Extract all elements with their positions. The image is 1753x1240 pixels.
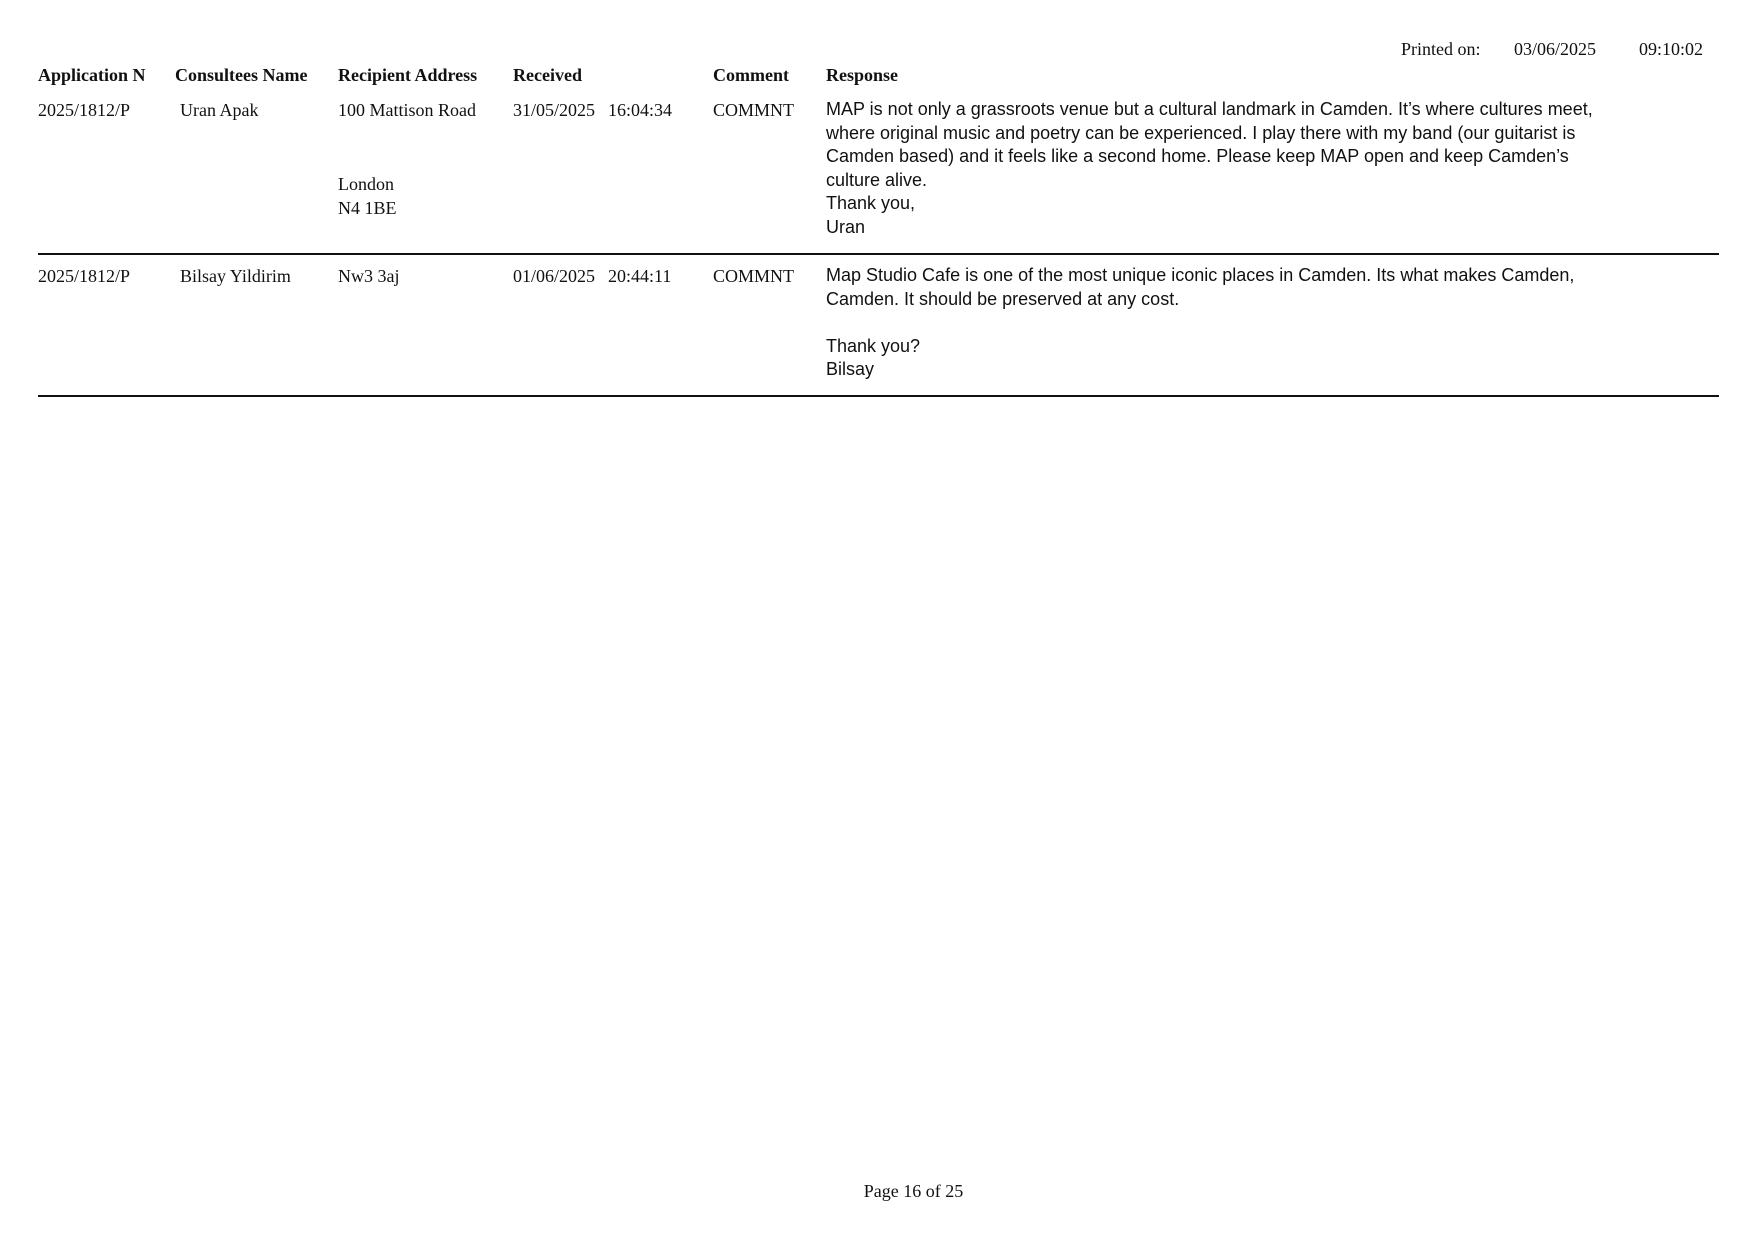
received-time: 16:04:34 — [608, 100, 673, 120]
column-header-response: Response — [826, 65, 899, 85]
received-date: 31/05/2025 — [513, 100, 596, 120]
consultee-name: Bilsay Yildirim — [180, 266, 291, 286]
consultee-name: Uran Apak — [180, 100, 259, 120]
row-divider — [38, 253, 1719, 255]
application-number: 2025/1812/P — [38, 266, 131, 286]
printed-on-label: Printed on: — [1401, 39, 1481, 59]
address-line-1: 100 Mattison Road — [338, 100, 476, 120]
column-header-consultee: Consultees Name — [175, 65, 308, 85]
received-date: 01/06/2025 — [513, 266, 596, 286]
response-text: MAP is not only a grassroots venue but a cultural landmark in Camden. It’s where cultures meet, where original music and poetry can be experienced. I play there with my band (our guitarist is Camden based) and it feels like a second home. Please keep MAP open and keep Camden’s culture alive. Thank you, Uran — [826, 99, 1593, 237]
comment-type: COMMNT — [713, 266, 795, 286]
column-header-application: Application N — [38, 65, 146, 85]
page-number: Page 16 of 25 — [863, 1181, 964, 1201]
address-line-1: Nw3 3aj — [338, 266, 400, 286]
application-number: 2025/1812/P — [38, 100, 131, 120]
received-time: 20:44:11 — [608, 266, 672, 286]
address-line-2: London — [338, 174, 394, 194]
printed-on-date: 03/06/2025 — [1514, 39, 1597, 59]
response-text: Map Studio Cafe is one of the most unique iconic places in Camden. Its what makes Camden, Camden. It should be preserved at any cost. Thank you? Bilsay — [826, 265, 1575, 380]
address-line-3: N4 1BE — [338, 198, 397, 218]
comment-type: COMMNT — [713, 100, 795, 120]
column-header-comment: Comment — [713, 65, 789, 85]
column-header-address: Recipient Address — [338, 65, 478, 85]
row-divider — [38, 395, 1719, 397]
column-header-received: Received — [513, 65, 582, 85]
printed-on-time: 09:10:02 — [1639, 39, 1704, 59]
